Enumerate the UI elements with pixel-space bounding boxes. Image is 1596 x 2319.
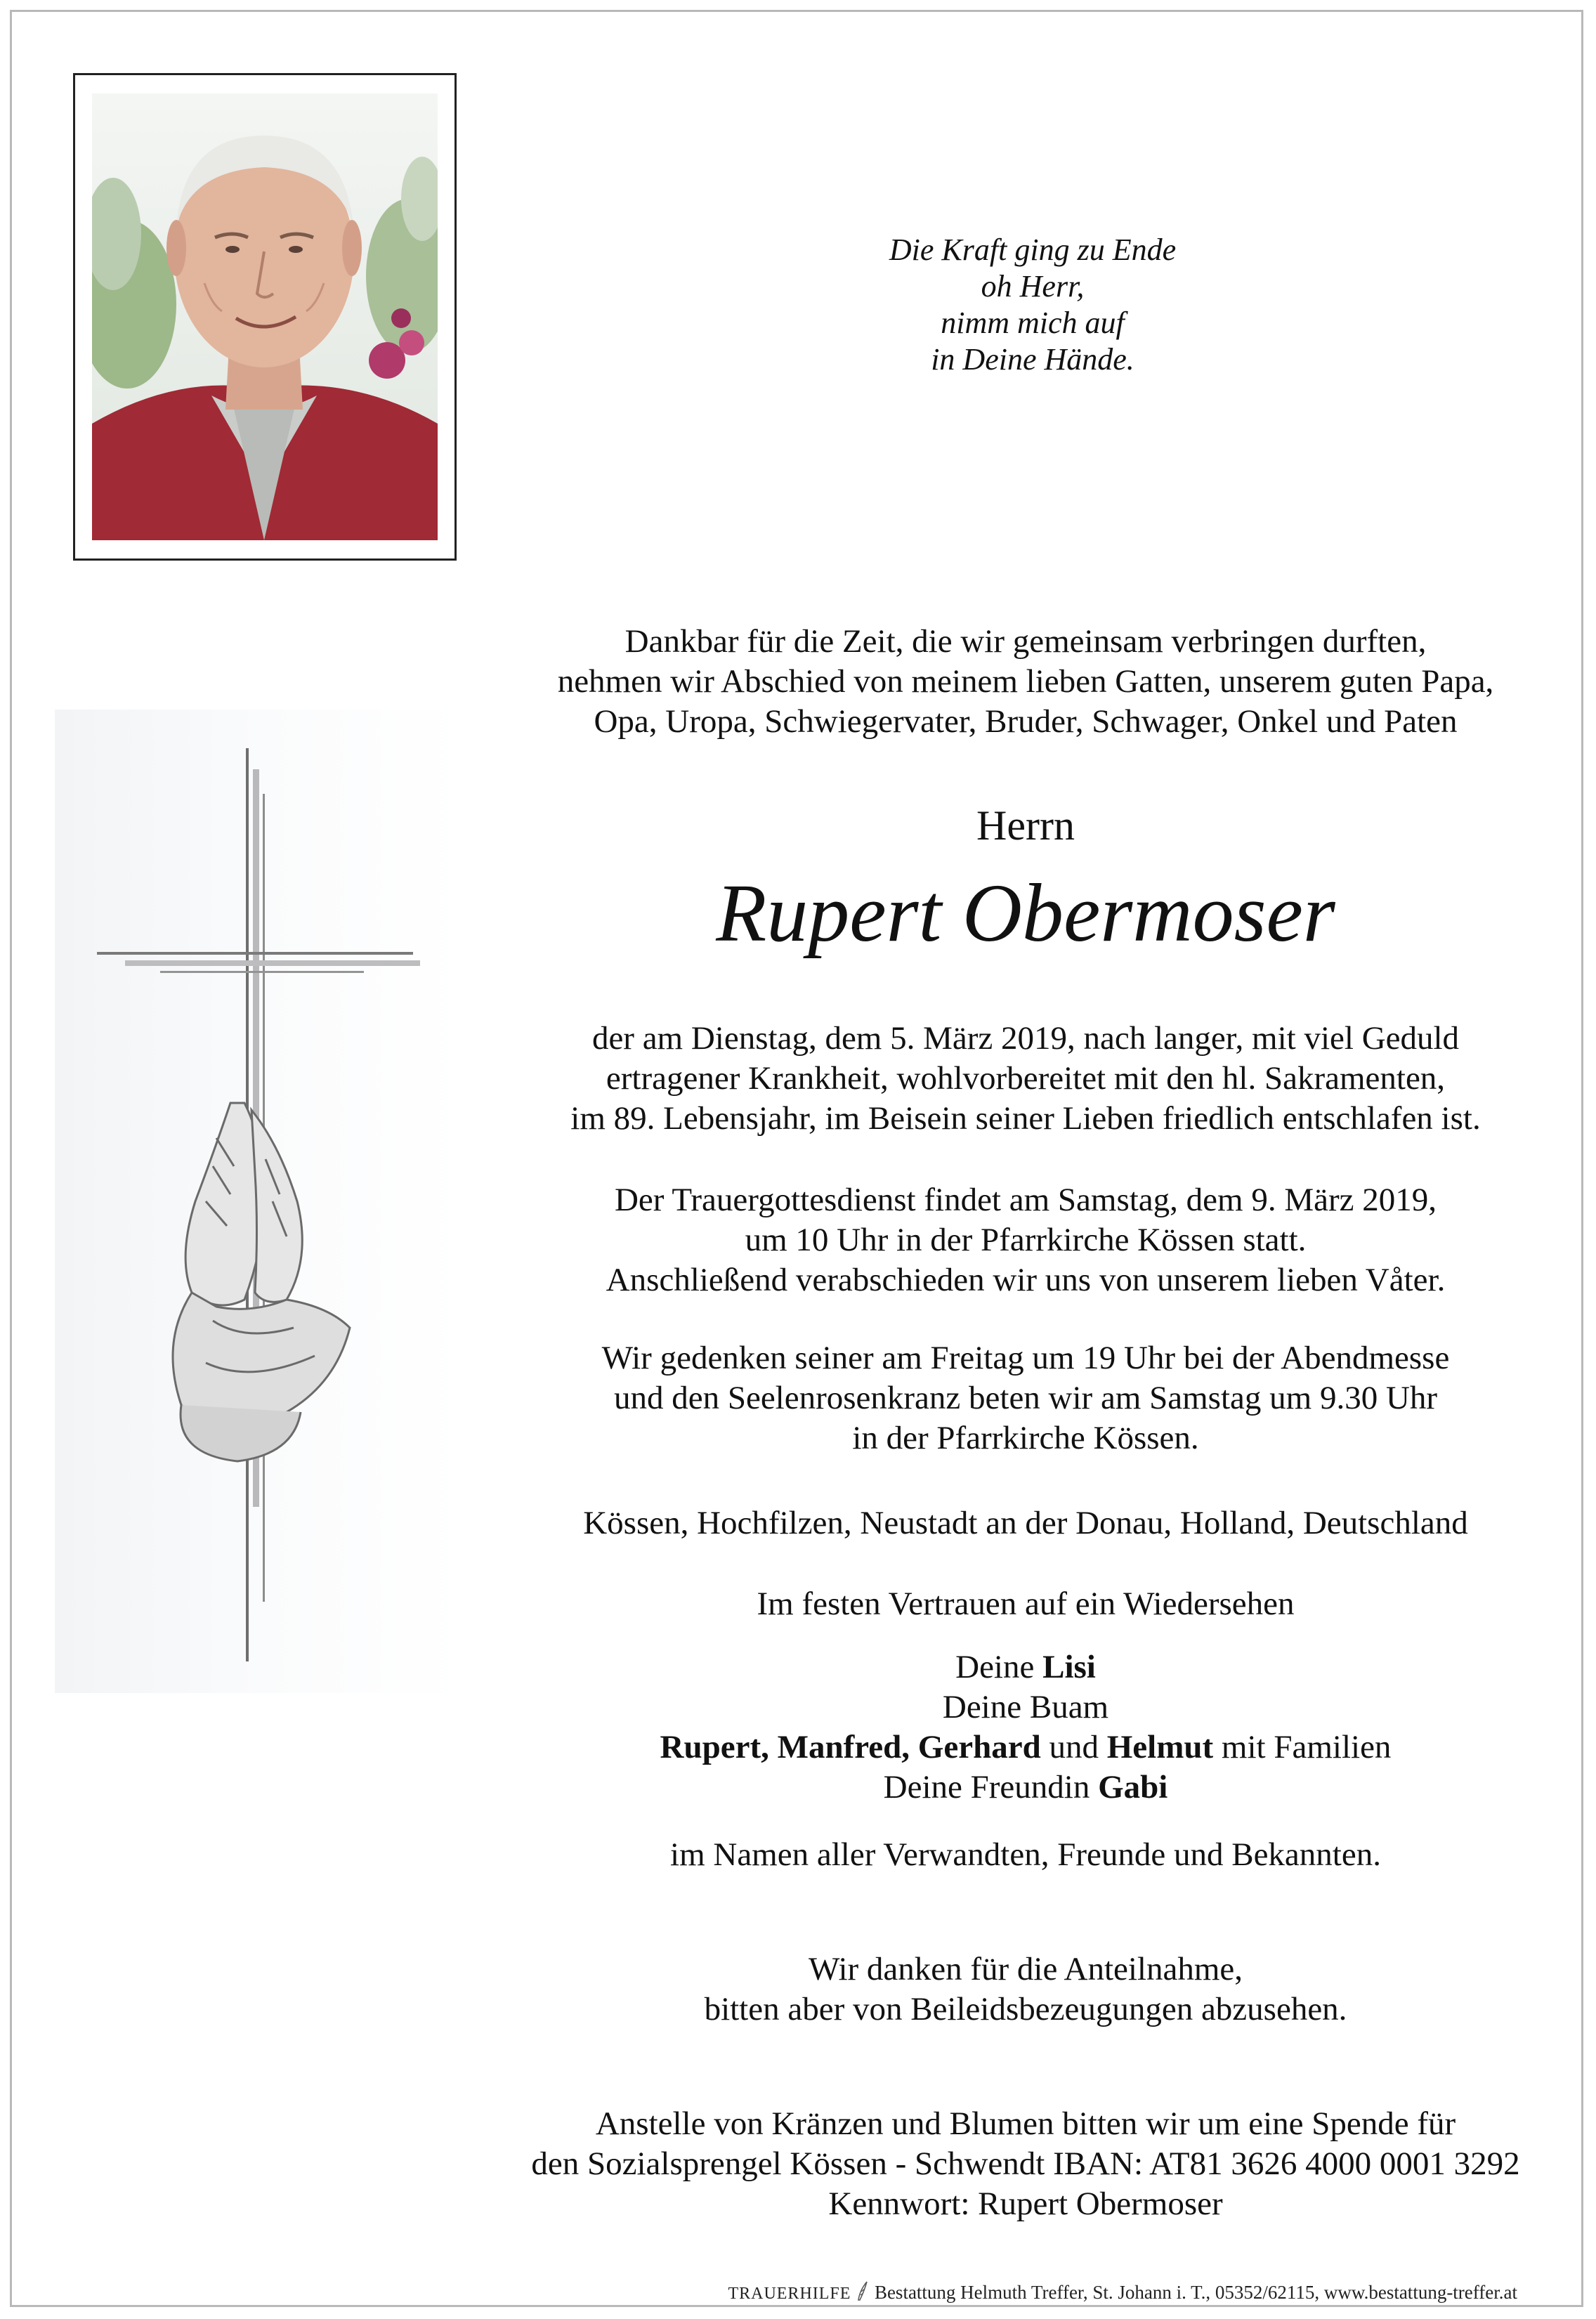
mourner-families: mit Familien bbox=[1213, 1729, 1392, 1765]
relatives-line: im Namen aller Verwandten, Freunde und Bekannten. bbox=[670, 1836, 1381, 1873]
donation-request bbox=[492, 2104, 1559, 2224]
mourner-sons-heading: Deine Buam bbox=[942, 1689, 1109, 1725]
mourner-friend-name: Gabi bbox=[1098, 1769, 1168, 1805]
mourner-wife-line bbox=[492, 1647, 1559, 1687]
mourner-sons-names: Rupert, Manfred, Gerhard bbox=[660, 1729, 1041, 1765]
mourners bbox=[492, 1647, 1559, 1808]
portrait-frame bbox=[73, 73, 457, 561]
funeral-line: Der Trauergottesdienst findet am Samstag, dem 9. März 2019, bbox=[614, 1182, 1437, 1218]
donation-line: Kennwort: Rupert Obermoser bbox=[828, 2186, 1223, 2222]
mourner-sons-line bbox=[492, 1727, 1559, 1768]
funeral-line: Anschließend verabschieden wir uns von unserem lieben Våter. bbox=[606, 1262, 1446, 1298]
mourner-son-last: Helmut bbox=[1106, 1729, 1214, 1765]
memorial-line: in der Pfarrkirche Kössen. bbox=[852, 1420, 1199, 1456]
portrait-photo bbox=[92, 93, 438, 540]
thanks-line: bitten aber von Beileidsbezeugungen abzusehen. bbox=[704, 1991, 1347, 2027]
verse-line: oh Herr, bbox=[981, 269, 1085, 303]
memorial-info bbox=[492, 1338, 1559, 1458]
footer-brand: TRAUERHILFE bbox=[728, 2285, 851, 2303]
funeral-info bbox=[492, 1180, 1559, 1300]
death-notice-line: ertragener Krankheit, wohlvorbereitet mit den hl. Sakramenten, bbox=[606, 1060, 1446, 1097]
bible-verse bbox=[829, 232, 1236, 378]
intro-line: nehmen wir Abschied von meinem lieben Gatten, unserem guten Papa, bbox=[557, 663, 1494, 700]
memorial-line: und den Seelenrosenkranz beten wir am Samstag um 9.30 Uhr bbox=[613, 1380, 1438, 1416]
donation-line: den Sozialsprengel Kössen - Schwendt IBAN: AT81 3626 4000 0001 3292 bbox=[531, 2145, 1520, 2182]
cross-with-praying-hands-icon bbox=[55, 710, 462, 1693]
verse-line: in Deine Hände. bbox=[931, 342, 1134, 377]
intro-line: Dankbar für die Zeit, die wir gemeinsam verbringen durften, bbox=[624, 623, 1427, 660]
intro-line: Opa, Uropa, Schwiegervater, Bruder, Schwager, Onkel und Paten bbox=[594, 703, 1458, 740]
mourner-and: und bbox=[1040, 1729, 1107, 1765]
thanks-line: Wir danken für die Anteilnahme, bbox=[808, 1951, 1243, 1987]
places: Kössen, Hochfilzen, Neustadt an der Donau, Holland, Deutschland bbox=[583, 1505, 1468, 1541]
death-notice-line: im 89. Lebensjahr, im Beisein seiner Lieben friedlich entschlafen ist. bbox=[570, 1100, 1481, 1137]
footer bbox=[520, 2280, 1517, 2305]
mourner-wife-prefix: Deine bbox=[955, 1649, 1043, 1685]
deceased-name: Rupert Obermoser bbox=[716, 867, 1335, 959]
feather-icon bbox=[856, 2282, 875, 2303]
mourner-friend-line bbox=[492, 1768, 1559, 1808]
death-notice bbox=[492, 1019, 1559, 1139]
verse-line: Die Kraft ging zu Ende bbox=[889, 233, 1177, 267]
salutation: Herrn bbox=[976, 802, 1075, 849]
trust-line: Im festen Vertrauen auf ein Wiedersehen bbox=[757, 1586, 1295, 1622]
verse-line: nimm mich auf bbox=[941, 306, 1125, 340]
thanks bbox=[492, 1949, 1559, 2030]
footer-text: Bestattung Helmuth Treffer, St. Johann i. T., 05352/62115, www.bestattung-treffer.at bbox=[874, 2282, 1517, 2303]
memorial-line: Wir gedenken seiner am Freitag um 19 Uhr bei der Abendmesse bbox=[601, 1340, 1450, 1376]
donation-line: Anstelle von Kränzen und Blumen bitten wir um eine Spende für bbox=[595, 2105, 1456, 2142]
funeral-line: um 10 Uhr in der Pfarrkirche Kössen statt. bbox=[745, 1222, 1307, 1258]
mourner-wife-name: Lisi bbox=[1042, 1649, 1096, 1685]
mourner-friend-prefix: Deine Freundin bbox=[883, 1769, 1099, 1805]
intro-text bbox=[492, 622, 1559, 742]
death-notice-line: der am Dienstag, dem 5. März 2019, nach langer, mit viel Geduld bbox=[591, 1020, 1460, 1057]
